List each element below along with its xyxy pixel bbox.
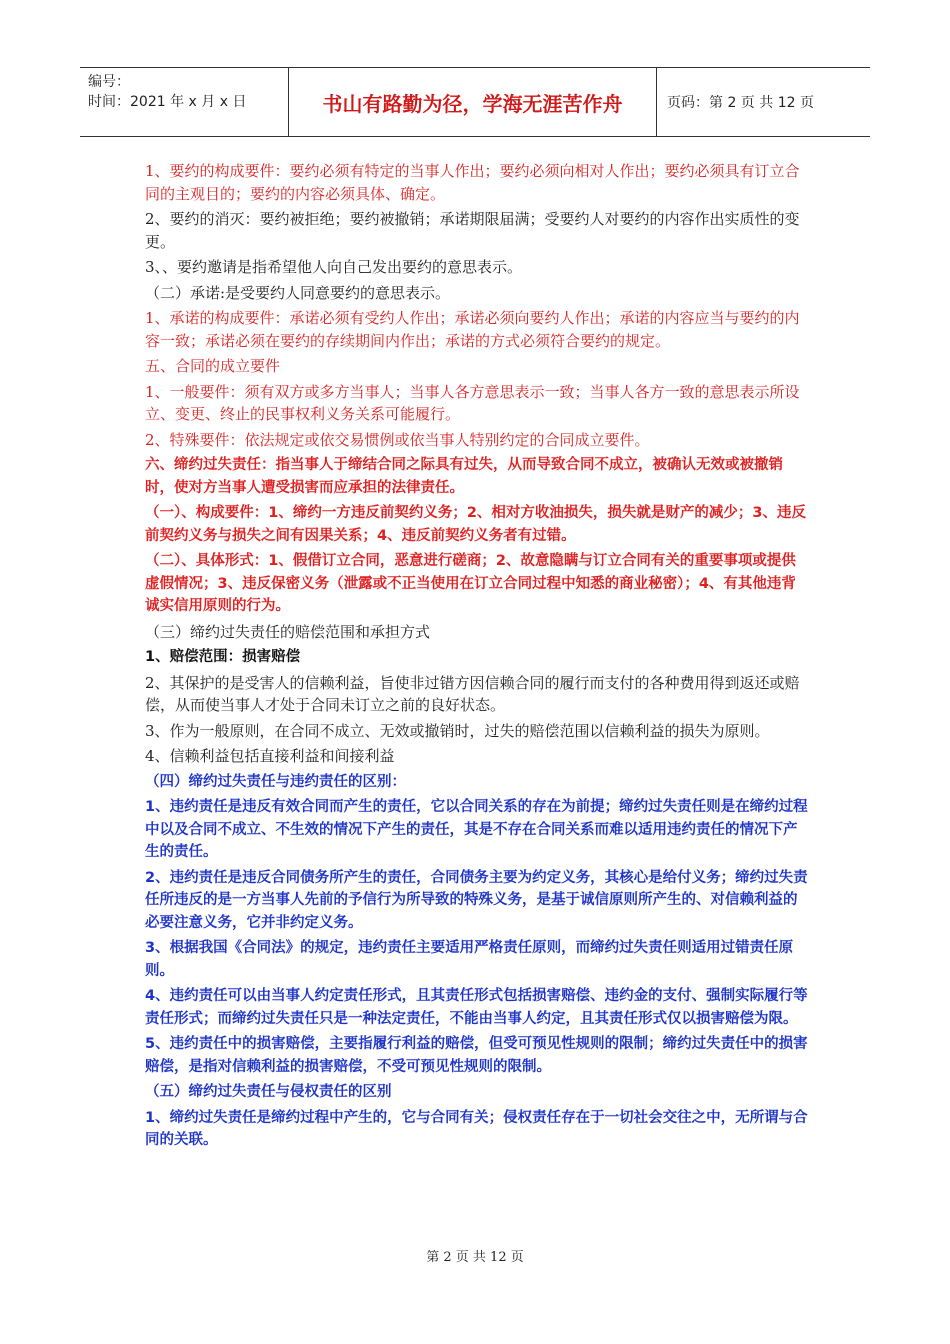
paragraph: 3、作为一般原则，在合同不成立、无效或撤销时，过失的赔偿范围以信赖利益的损失为原则。 — [145, 721, 770, 740]
paragraph: 2、特殊要件：依法规定或依交易惯例或依当事人特别约定的合同成立要件。 — [145, 430, 650, 449]
paragraph: 1、赔偿范围：损害赔偿 — [145, 649, 301, 665]
paragraph: 五、合同的成立要件 — [145, 357, 281, 375]
paragraph: 1、要约的构成要件：要约必须有特定的当事人作出；要约必须向相对人作出；要约必须具有订立合同的主观目的；要约的内容必须具体、确定。 — [145, 162, 800, 203]
paragraph: 1、缔约过失责任是缔约过程中产生的，它与合同有关；侵权责任存在于一切社会交往之中，无所谓与合同的关联。 — [145, 1109, 808, 1148]
header-motto: 书山有路勤为径，学海无涯苦作舟 — [288, 68, 657, 136]
paragraph: （三）缔约过失责任的赔偿范围和承担方式 — [145, 622, 431, 641]
paragraph: 5、违约责任中的损害赔偿，主要指履行利益的赔偿，但受可预见性规则的限制；缔约过失责任中的损害赔偿，是指对信赖利益的损害赔偿，不受可预见性规则的限制。 — [145, 1036, 808, 1075]
paragraph: 2、违约责任是违反合同债务所产生的责任，合同债务主要为约定义务，其核心是给付义务；缔约过失责任所违反的是一方当事人先前的予信行为所导致的特殊义务，是基于诚信原则所产生的、对信赖利益的必要注意义务，它并非约定义务。 — [145, 869, 808, 931]
paragraph: 2、要约的消灭：要约被拒绝；要约被撤销；承诺期限届满；受要约人对要约的内容作出实质性的变更。 — [145, 210, 800, 251]
header-page-number: 页码：第 2 页 共 12 页 — [667, 95, 814, 111]
paragraph: 2、其保护的是受害人的信赖利益，旨使非过错方因信赖合同的履行而支付的各种费用得到返还或赔偿，从而使当事人才处于合同未订立之前的良好状态。 — [145, 673, 800, 714]
header-meta — [80, 68, 288, 136]
paragraph: 3、、要约邀请是指希望他人向自己发出要约的意思表示。 — [145, 258, 523, 276]
document-number-label: 编号： — [88, 74, 130, 90]
paragraph: （一）、构成要件：1、缔约一方违反前契约义务；2、相对方收油损失，损失就是财产的减少；3、违反前契约义务与损失之间有因果关系；4、违反前契约义务者有过错。 — [145, 505, 807, 544]
page-header — [80, 67, 870, 137]
paragraph: （四）缔约过失责任与违约责任的区别： — [145, 773, 406, 790]
paragraph: （二）承诺:是受要约人同意要约的意思表示。 — [145, 283, 451, 302]
paragraph: 3、根据我国《合同法》的规定，违约责任主要适用严格责任原则，而缔约过失责任则适用过错责任原则。 — [145, 940, 794, 979]
paragraph: 六、缔约过失责任：指当事人于缔结合同之际具有过失，从而导致合同不成立，被确认无效或被撤销时，使对方当事人遭受损害而应承担的法律责任。 — [145, 457, 783, 496]
paragraph: 1、一般要件：须有双方或多方当事人；当事人各方意思表示一致；当事人各方一致的意思表示所设立、变更、终止的民事权利义务关系可能履行。 — [145, 382, 800, 423]
page-footer: 第 2 页 共 12 页 — [426, 1250, 524, 1265]
paragraph: 1、承诺的构成要件：承诺必须有受约人作出；承诺必须向要约人作出；承诺的内容应当与要约的内容一致；承诺必须在要约的存续期间内作出；承诺的方式必须符合要约的规定。 — [145, 309, 800, 350]
paragraph: （五）缔约过失责任与侵权责任的区别 — [145, 1084, 392, 1100]
paragraph: 1、违约责任是违反有效合同而产生的责任，它以合同关系的存在为前提；缔约过失责任则是在缔约过程中以及合同不成立、不生效的情况下产生的责任，其是不存在合同关系而难以适用违约责任的情况下产生的责任。 — [145, 799, 808, 860]
document-date-label: 时间：2021 年 x 月 x 日 — [88, 94, 247, 110]
paragraph: 4、违约责任可以由当事人约定责任形式，且其责任形式包括损害赔偿、违约金的支付、强制实际履行等责任形式；而缔约过失责任只是一种法定责任，不能由当事人约定，且其责任形式仅以损害赔偿为限。 — [145, 988, 808, 1027]
document-body — [145, 160, 810, 1155]
paragraph: 4、信赖利益包括直接利益和间接利益 — [145, 747, 395, 765]
paragraph: （二）、具体形式：1、假借订立合同，恶意进行磋商；2、故意隐瞒与订立合同有关的重要事项或提供虚假情况；3、违反保密义务（泄露或不正当使用在订立合同过程中知悉的商业秘密）；4、有其他违背诚实信用原则的行为。 — [145, 553, 796, 614]
